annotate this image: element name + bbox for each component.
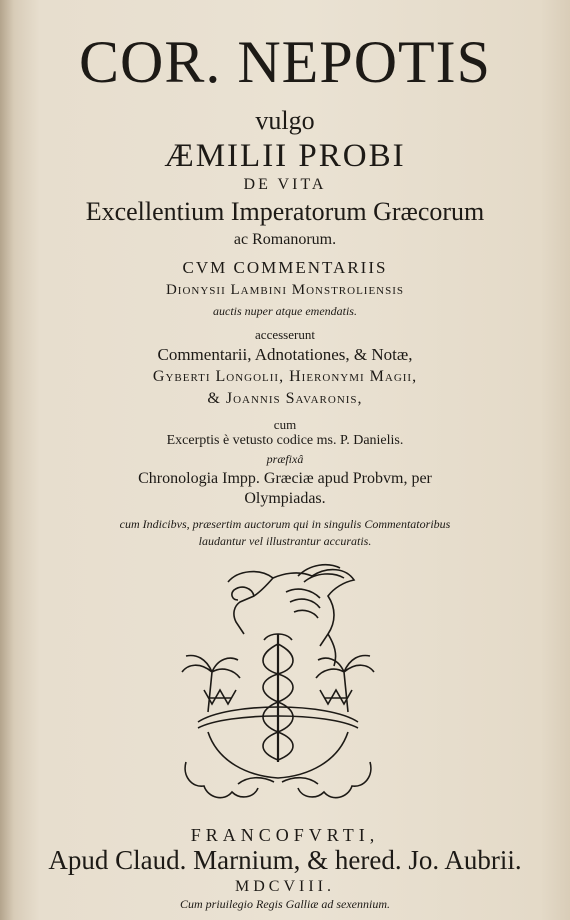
chronologia-line: Chronologia Impp. Græciæ apud Probvm, per (138, 470, 432, 487)
names-line-1: Gyberti Longolii, Hieronymi Magii, (152, 368, 418, 385)
accesserunt-line: accesserunt (255, 327, 315, 342)
de-vita-text: DE VITA (243, 176, 327, 193)
excerptis-line: Excerptis è vetusto codice ms. P. Danielis. (166, 433, 404, 448)
author-name: ÆMILII PROBI (164, 138, 406, 174)
printer-device-pegasus-caduceus-icon (178, 562, 378, 817)
book-title: COR. NEPOTIS (78, 29, 492, 95)
cum-line: cum (273, 417, 297, 432)
subject-line: Excellentium Imperatorum Græcorum (85, 197, 485, 226)
imprint-year: MDCVIII. (235, 878, 335, 895)
indicibus-line: cum Indicibvs, præsertim auctorum qui in singulis Commentatoribus (119, 517, 451, 531)
cum-commentariis-line: CVM COMMENTARIIS (182, 258, 388, 277)
aucti-line: auctis nuper atque emendatis. (213, 304, 357, 318)
names-line-2: & Joannis Savaronis, (207, 390, 363, 407)
imprint-printer: Apud Claud. Marnium, & hered. Jo. Aubrii. (48, 845, 522, 875)
privilege-line: Cum priuilegio Regis Galliæ ad sexennium. (180, 897, 390, 911)
praefixa-line: præfixâ (266, 452, 304, 466)
olympiadas-line: Olympiadas. (244, 490, 326, 507)
commentator-line: Dionysii Lambini Monstroliensis (165, 282, 405, 298)
romanorum-line: ac Romanorum. (233, 231, 337, 248)
commentarii-line: Commentarii, Adnotationes, & Notæ, (157, 345, 413, 364)
laudantur-line: laudantur vel illustrantur accuratis. (198, 534, 372, 548)
imprint-city: FRANCOFVRTI, (190, 825, 380, 845)
vulgo-text: vulgo (255, 106, 315, 135)
